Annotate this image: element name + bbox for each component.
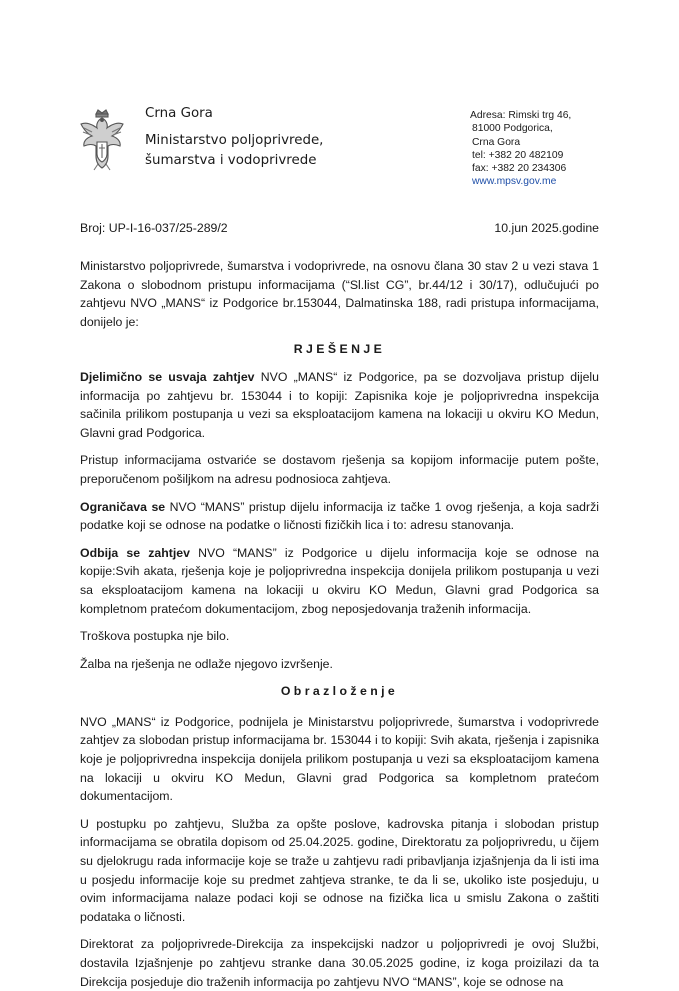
- decision-p4-bold: Odbija se zahtjev: [80, 545, 190, 560]
- reference-number: Broj: UP-I-16-037/25-289/2: [80, 221, 228, 235]
- contact-fax: fax: +382 20 234306: [472, 163, 567, 175]
- contact-tel: tel: +382 20 482109: [472, 149, 564, 161]
- decision-paragraph-4: [80, 544, 599, 618]
- contact-address: Adresa: Rimski trg 46,: [470, 110, 572, 121]
- decision-paragraph-5: Troškova postupka nje bilo.: [80, 629, 230, 644]
- contact-website-link[interactable]: www.mpsv.gov.me: [472, 176, 557, 188]
- intro-paragraph: Ministarstvo poljoprivrede, šumarstva i vodoprivrede, na osnovu člana 30 stav 2 u vezi stava 1 Zakona o slobodnom pristupu informacijama (“Sl.list CG”, br.44/12 i 30/17), odlučujući po zahtjevu NVO „MANS“ iz Podgorice br.153044, Dalmatinska 188, radi pristupa informacijama, donijelo je:: [80, 259, 599, 329]
- document-body: [80, 257, 599, 991]
- reference-line: [80, 221, 599, 235]
- decision-title: RJEŠENJE: [293, 342, 386, 357]
- contact-country: Crna Gora: [472, 136, 521, 148]
- contact-city: 81000 Podgorica,: [472, 123, 553, 135]
- reasoning-paragraph-2: U postupku po zahtjevu, Služba za opšte poslove, kadrovska pitanja i slobodan pristup informacijama se obratila dopisom od 25.04.2025. godine, Direktoratu za poljoprivredu, u čijem su djelokrugu rada informacije koje se traže u zahtjevu radi pribavljanja izjašnjenja da li isti ima u posjedu informacije koje su predmet zahtjeva stranke, te da li se, ukoliko iste posjeduju, u ovim informacijama nalaze podaci koji se odnose na fizička lica u smislu Zakona o zaštiti podataka o ličnosti.: [80, 816, 599, 924]
- reasoning-paragraph-3: Direktorat za poljoprivrede-Direkcija za inspekcijski nadzor u poljoprivredi je ovoj Službi, dostavila Izjašnjenje po zahtjevu stranke dana 30.05.2025 godine, iz koga proizilazi da ta Direkcija posjeduje dio traženih informacija po zahtjevu NVO “MANS”, koje se odnose na: [80, 937, 599, 989]
- ministry-name-line2: šumarstva i vodoprivrede: [145, 153, 317, 168]
- decision-p4-text: NVO “MANS” iz Podgorice u dijelu informacija koje se odnose na kopije:Svih akata, rješenja koje je poljoprivredna inspekcija donijela prilikom postupanja u vezi sa eksploatacijom kamena na lokaciji u okviru KO Medun, Glavni grad Podgorica sa kompletnom pratećom dokumentacijom, zbog neposjedovanja traženih informacija.: [80, 545, 599, 616]
- montenegro-coat-of-arms-icon: [78, 108, 126, 172]
- decision-p3-text: NVO “MANS” pristup dijelu informacija iz tačke 1 ovog rješenja, a koja sadrži podatke koji se odnose na podatke o ličnosti fizičkih lica i to: adresu stanovanja.: [80, 499, 599, 533]
- decision-paragraph-2: Pristup informacijama ostvariće se dostavom rješenja sa kopijom informacije putem pošte, preporučenom pošiljkom na adresu podnosioca zahtjeva.: [80, 453, 599, 486]
- decision-p1-bold: Djelimično se usvaja zahtjev: [80, 369, 255, 384]
- reasoning-title: Obrazloženje: [280, 684, 399, 699]
- contact-block: [470, 109, 630, 189]
- decision-paragraph-3: [80, 498, 599, 535]
- decision-p1-text: NVO „MANS“ iz Podgorice, pa se dozvoljava pristup dijelu informacija po zahtjevu br. 153044 i to kopiji: Zapisnika koje je poljoprivredna inspekcija sačinila prilikom postupanja u vezi sa eksploatacijom kamena na lokaciji u okviru KO Medun, Glavni grad Podgorica.: [80, 369, 599, 440]
- country-name: Crna Gora: [145, 106, 213, 121]
- decision-paragraph-6: Žalba na rješenja ne odlaže njegovo izvršenje.: [80, 656, 333, 671]
- decision-p3-bold: Ograničava se: [80, 499, 166, 514]
- ministry-name-line1: Ministarstvo poljoprivrede,: [145, 133, 324, 148]
- reasoning-paragraph-1: NVO „MANS“ iz Podgorice, podnijela je Ministarstvu poljoprivrede, šumarstva i vodoprivrede zahtjev za slobodan pristup informacijama br. 153044 i to kopiji: Svih akata, rješenja i zapisnika koje je poljoprivredna inspekcija donijela prilikom postupanja u vezi sa eksploatacijom kamena na lokaciji u okviru KO Medun, Glavni grad Podgorica sa kompletnom pratećom dokumentacijom.: [80, 714, 599, 804]
- ministry-header: [145, 104, 323, 171]
- decision-paragraph-1: [80, 368, 599, 442]
- document-date: 10.jun 2025.godine: [494, 221, 599, 235]
